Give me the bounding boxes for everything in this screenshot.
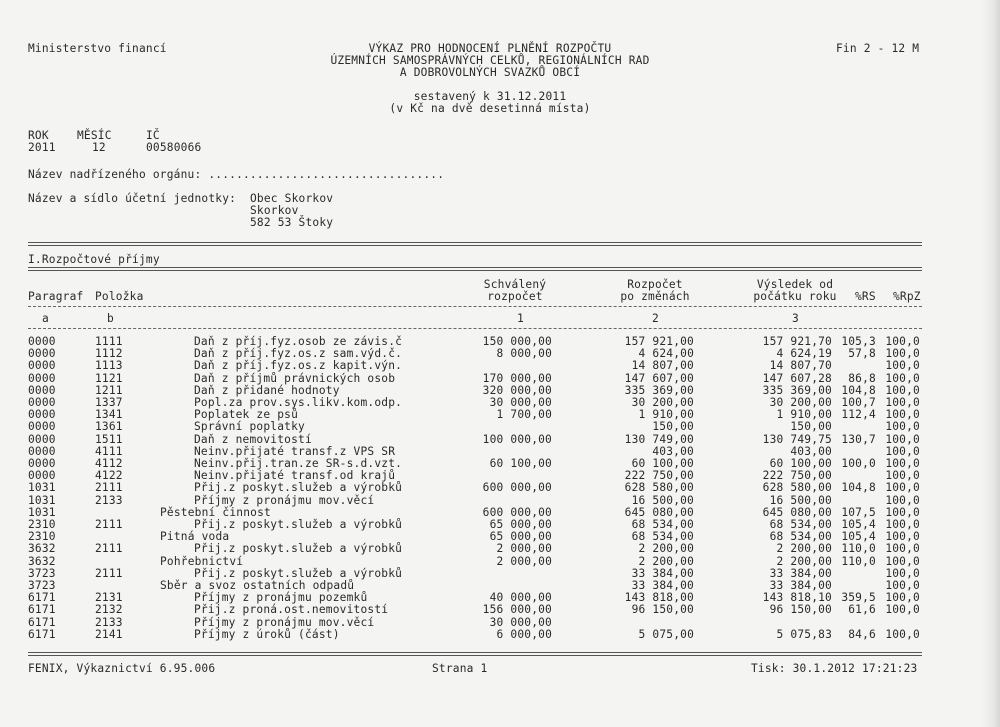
cell-schvaleny: 40 000,00 bbox=[489, 591, 552, 605]
section-title: I.Rozpočtové příjmy bbox=[28, 253, 160, 266]
cell-paragraf: 0000 bbox=[28, 347, 56, 361]
cell-po-zmenach: 14 807,00 bbox=[631, 359, 694, 373]
cell-po-zmenach: 150,00 bbox=[652, 420, 694, 434]
table-subtotal-row bbox=[0, 580, 1000, 592]
entity-name: Obec Skorkov bbox=[250, 192, 334, 205]
cell-prs: 57,8 bbox=[848, 347, 876, 361]
entity-label: Název a sídlo účetní jednotky: bbox=[28, 192, 237, 205]
cell-polozka: 1361 bbox=[95, 420, 123, 434]
cell-po-zmenach: 157 921,00 bbox=[624, 335, 694, 348]
month-label: MĚSÍC bbox=[77, 129, 112, 142]
cell-po-zmenach: 2 200,00 bbox=[638, 554, 694, 568]
cell-prpz: 100,0 bbox=[885, 603, 920, 617]
cell-paragraf: 6171 bbox=[28, 591, 56, 605]
cell-description: Daň z nemovitostí bbox=[194, 432, 312, 446]
cell-prpz: 100,0 bbox=[885, 420, 920, 434]
cell-po-zmenach: 33 384,00 bbox=[631, 579, 694, 592]
cell-po-zmenach: 1 910,00 bbox=[638, 408, 694, 422]
cell-paragraf: 0000 bbox=[28, 432, 56, 446]
table-subtotal-row bbox=[0, 556, 1000, 568]
cell-po-zmenach: 2 200,00 bbox=[638, 542, 694, 556]
cell-prs: 110,0 bbox=[841, 542, 876, 556]
report-title-line-1: VÝKAZ PRO HODNOCENÍ PLNĚNÍ ROZPOČTU bbox=[368, 42, 612, 55]
units-note: (v Kč na dvě desetinná místa) bbox=[389, 102, 591, 115]
cell-paragraf: 0000 bbox=[28, 457, 56, 470]
cell-vysledek: 130 749,75 bbox=[762, 432, 832, 446]
cell-description: Neinv.přijaté transf.od krajů bbox=[194, 469, 396, 483]
cell-vysledek: 1 910,00 bbox=[776, 408, 832, 422]
cell-prpz: 100,0 bbox=[885, 457, 920, 470]
cell-polozka: 2141 bbox=[95, 627, 123, 641]
table-row bbox=[0, 470, 1000, 482]
col-header-vysledek-1: Výsledek od bbox=[756, 278, 834, 291]
cell-description: Příjmy z úroků (část) bbox=[194, 627, 340, 641]
cell-prs: 130,7 bbox=[841, 432, 876, 446]
cell-vysledek: 147 607,28 bbox=[762, 371, 832, 385]
double-rule bbox=[28, 242, 922, 246]
cell-description: Příjmy z pronájmu pozemků bbox=[194, 591, 368, 605]
cell-prpz: 100,0 bbox=[885, 554, 920, 568]
cell-prpz: 100,0 bbox=[885, 627, 920, 641]
entity-postcode: 582 53 Štoky bbox=[250, 216, 334, 229]
cell-po-zmenach: 628 580,00 bbox=[624, 481, 694, 495]
col-index-b: b bbox=[107, 312, 114, 325]
cell-polozka: 1211 bbox=[95, 383, 123, 397]
cell-schvaleny: 100 000,00 bbox=[482, 432, 552, 446]
cell-vysledek: 33 384,00 bbox=[769, 579, 832, 592]
table-subtotal-row bbox=[0, 531, 1000, 543]
page-edge-shadow bbox=[982, 0, 1000, 727]
cell-prs: 84,6 bbox=[848, 627, 876, 641]
cell-vysledek: 143 818,10 bbox=[762, 591, 832, 605]
cell-vysledek: 2 200,00 bbox=[776, 542, 832, 556]
compiled-date: sestavený k 31.12.2011 bbox=[413, 90, 567, 103]
cell-prs: 100,7 bbox=[841, 396, 876, 409]
cell-vysledek: 30 200,00 bbox=[769, 396, 832, 409]
cell-description: Přij.z proná.ost.nemovitostí bbox=[194, 603, 389, 617]
cell-schvaleny: 600 000,00 bbox=[482, 505, 552, 519]
double-rule bbox=[28, 267, 922, 271]
cell-prpz: 100,0 bbox=[885, 383, 920, 397]
cell-paragraf: 1031 bbox=[28, 493, 56, 507]
cell-polozka: 1111 bbox=[95, 335, 123, 348]
table-row bbox=[0, 446, 1000, 458]
cell-schvaleny: 150 000,00 bbox=[482, 335, 552, 348]
cell-polozka: 1341 bbox=[95, 408, 123, 422]
cell-prpz: 100,0 bbox=[885, 469, 920, 483]
cell-vysledek: 33 384,00 bbox=[769, 566, 832, 580]
cell-prs: 105,4 bbox=[841, 530, 876, 544]
year-label: ROK bbox=[28, 129, 49, 142]
cell-description: Daň z příj.fyz.osob ze závis.č bbox=[194, 335, 403, 348]
cell-description: Přij.z poskyt.služeb a výrobků bbox=[194, 566, 403, 580]
table-row bbox=[0, 495, 1000, 507]
table-row bbox=[0, 373, 1000, 385]
cell-prs: 107,5 bbox=[841, 505, 876, 519]
col-header-rozpocet-1: Rozpočet bbox=[627, 278, 683, 291]
cell-polozka: 2133 bbox=[95, 615, 123, 629]
cell-prpz: 100,0 bbox=[885, 371, 920, 385]
cell-prpz: 100,0 bbox=[885, 530, 920, 544]
table-subtotal-row bbox=[0, 507, 1000, 519]
cell-po-zmenach: 143 818,00 bbox=[624, 591, 694, 605]
cell-paragraf: 0000 bbox=[28, 408, 56, 422]
cell-po-zmenach: 60 100,00 bbox=[631, 457, 694, 470]
cell-polozka: 1337 bbox=[95, 396, 123, 409]
form-code: Fin 2 - 12 M bbox=[836, 42, 920, 55]
cell-paragraf: 0000 bbox=[28, 469, 56, 483]
cell-polozka: 2111 bbox=[95, 481, 123, 495]
ministry-name: Ministerstvo financí bbox=[28, 42, 167, 55]
table-row bbox=[0, 458, 1000, 470]
cell-schvaleny: 8 000,00 bbox=[496, 347, 552, 361]
col-header-prpz: %RpZ bbox=[893, 290, 921, 303]
table-row bbox=[0, 348, 1000, 360]
cell-paragraf: 0000 bbox=[28, 371, 56, 385]
table-row bbox=[0, 543, 1000, 555]
cell-prpz: 100,0 bbox=[885, 347, 920, 361]
col-header-schvaleny-1: Schválený bbox=[483, 278, 547, 291]
cell-vysledek: 68 534,00 bbox=[769, 530, 832, 544]
cell-po-zmenach: 68 534,00 bbox=[631, 518, 694, 531]
cell-prs: 100,0 bbox=[841, 457, 876, 470]
cell-po-zmenach: 222 750,00 bbox=[624, 469, 694, 483]
cell-vysledek: 335 369,00 bbox=[762, 383, 832, 397]
ico-label: IČ bbox=[146, 129, 160, 142]
dashed-rule bbox=[28, 306, 922, 307]
cell-po-zmenach: 33 384,00 bbox=[631, 566, 694, 580]
cell-polozka: 2133 bbox=[95, 493, 123, 507]
table-row bbox=[0, 592, 1000, 604]
cell-prpz: 100,0 bbox=[885, 566, 920, 580]
col-index-1: 1 bbox=[517, 312, 524, 325]
col-header-paragraf: Paragraf bbox=[28, 290, 84, 303]
cell-paragraf: 3723 bbox=[28, 566, 56, 580]
cell-schvaleny: 600 000,00 bbox=[482, 481, 552, 495]
cell-prpz: 100,0 bbox=[885, 335, 920, 348]
cell-schvaleny: 30 000,00 bbox=[489, 615, 552, 629]
cell-po-zmenach: 130 749,00 bbox=[624, 432, 694, 446]
cell-description: Daň z příj.fyz.os.z sam.výd.č. bbox=[194, 347, 403, 361]
cell-description: Přij.z poskyt.služeb a výrobků bbox=[194, 481, 403, 495]
cell-po-zmenach: 403,00 bbox=[652, 444, 694, 458]
cell-polozka: 2111 bbox=[95, 566, 123, 580]
cell-schvaleny: 60 100,00 bbox=[489, 457, 552, 470]
cell-prs: 105,4 bbox=[841, 518, 876, 531]
page-number: Strana 1 bbox=[432, 662, 488, 675]
cell-polozka: 4122 bbox=[95, 469, 123, 483]
col-header-rozpocet-2: po změnách bbox=[620, 290, 690, 303]
table-row bbox=[0, 397, 1000, 409]
cell-prs: 104,8 bbox=[841, 481, 876, 495]
cell-vysledek: 96 150,00 bbox=[769, 603, 832, 617]
cell-vysledek: 4 624,19 bbox=[776, 347, 832, 361]
cell-prpz: 100,0 bbox=[885, 518, 920, 531]
cell-po-zmenach: 96 150,00 bbox=[631, 603, 694, 617]
cell-prs: 110,0 bbox=[841, 554, 876, 568]
cell-vysledek: 157 921,70 bbox=[762, 335, 832, 348]
cell-vysledek: 403,00 bbox=[790, 444, 832, 458]
table-row bbox=[0, 604, 1000, 616]
cell-prpz: 100,0 bbox=[885, 591, 920, 605]
cell-schvaleny: 65 000,00 bbox=[489, 530, 552, 544]
table-row bbox=[0, 519, 1000, 531]
cell-schvaleny: 1 700,00 bbox=[496, 408, 552, 422]
cell-schvaleny: 2 000,00 bbox=[496, 542, 552, 556]
cell-prs: 104,8 bbox=[841, 383, 876, 397]
report-title-line-2: ÚZEMNÍCH SAMOSPRÁVNÝCH CELKŮ, REGIONÁLNÍCH RAD bbox=[330, 54, 650, 67]
cell-paragraf: 6171 bbox=[28, 615, 56, 629]
cell-description: Daň z příj.fyz.os.z kapit.výn. bbox=[194, 359, 403, 373]
cell-schvaleny: 30 000,00 bbox=[489, 396, 552, 409]
cell-prpz: 100,0 bbox=[885, 493, 920, 507]
table-row bbox=[0, 629, 1000, 641]
cell-paragraf: 6171 bbox=[28, 603, 56, 617]
cell-prs: 86,8 bbox=[848, 371, 876, 385]
cell-description: Příjmy z pronájmu mov.věcí bbox=[194, 493, 375, 507]
software-version: FENIX, Výkaznictví 6.95.006 bbox=[28, 662, 216, 675]
dashed-rule bbox=[28, 328, 922, 329]
superior-org-label: Název nadřízeného orgánu: .................................. bbox=[28, 168, 445, 181]
double-rule bbox=[28, 652, 922, 656]
cell-prpz: 100,0 bbox=[885, 444, 920, 458]
cell-paragraf: 3723 bbox=[28, 579, 56, 592]
cell-paragraf: 3632 bbox=[28, 554, 56, 568]
month-value: 12 bbox=[92, 141, 106, 154]
cell-description: Pohřebnictví bbox=[160, 554, 244, 568]
ico-value: 00580066 bbox=[146, 141, 202, 154]
cell-po-zmenach: 5 075,00 bbox=[638, 627, 694, 641]
table-row bbox=[0, 434, 1000, 446]
cell-paragraf: 0000 bbox=[28, 420, 56, 434]
table-row bbox=[0, 360, 1000, 372]
cell-paragraf: 0000 bbox=[28, 383, 56, 397]
table-row bbox=[0, 336, 1000, 348]
cell-description: Správní poplatky bbox=[194, 420, 305, 434]
cell-vysledek: 60 100,00 bbox=[769, 457, 832, 470]
cell-vysledek: 16 500,00 bbox=[769, 493, 832, 507]
cell-schvaleny: 320 000,00 bbox=[482, 383, 552, 397]
cell-po-zmenach: 68 534,00 bbox=[631, 530, 694, 544]
cell-prpz: 100,0 bbox=[885, 359, 920, 373]
cell-polozka: 2111 bbox=[95, 542, 123, 556]
col-index-a: a bbox=[42, 312, 49, 325]
cell-paragraf: 0000 bbox=[28, 396, 56, 409]
cell-polozka: 1121 bbox=[95, 371, 123, 385]
table-row bbox=[0, 409, 1000, 421]
col-index-2: 2 bbox=[652, 312, 659, 325]
cell-po-zmenach: 30 200,00 bbox=[631, 396, 694, 409]
cell-paragraf: 2310 bbox=[28, 518, 56, 531]
cell-vysledek: 2 200,00 bbox=[776, 554, 832, 568]
cell-description: Přij.z poskyt.služeb a výrobků bbox=[194, 542, 403, 556]
cell-polozka: 1112 bbox=[95, 347, 123, 361]
cell-polozka: 4112 bbox=[95, 457, 123, 470]
cell-paragraf: 1031 bbox=[28, 505, 56, 519]
cell-vysledek: 645 080,00 bbox=[762, 505, 832, 519]
cell-paragraf: 1031 bbox=[28, 481, 56, 495]
cell-paragraf: 0000 bbox=[28, 444, 56, 458]
cell-description: Sběr a svoz ostatních odpadů bbox=[160, 579, 355, 592]
cell-description: Daň z příjmů právnických osob bbox=[194, 371, 396, 385]
cell-schvaleny: 6 000,00 bbox=[496, 627, 552, 641]
cell-description: Neinv.přij.tran.ze SR-s.d.vzt. bbox=[194, 457, 403, 470]
cell-polozka: 1511 bbox=[95, 432, 123, 446]
col-header-schvaleny-2: rozpočet bbox=[487, 290, 543, 303]
cell-schvaleny: 65 000,00 bbox=[489, 518, 552, 531]
cell-polozka: 2111 bbox=[95, 518, 123, 531]
year-value: 2011 bbox=[28, 141, 56, 154]
cell-vysledek: 150,00 bbox=[790, 420, 832, 434]
print-timestamp: Tisk: 30.1.2012 17:21:23 bbox=[751, 662, 918, 675]
col-header-vysledek-2: počátku roku bbox=[753, 290, 837, 303]
cell-schvaleny: 170 000,00 bbox=[482, 371, 552, 385]
cell-paragraf: 0000 bbox=[28, 359, 56, 373]
table-row bbox=[0, 482, 1000, 494]
cell-paragraf: 3632 bbox=[28, 542, 56, 556]
cell-description: Pěstební činnost bbox=[160, 505, 271, 519]
cell-vysledek: 68 534,00 bbox=[769, 518, 832, 531]
cell-description: Daň z přidané hodnoty bbox=[194, 383, 340, 397]
cell-vysledek: 14 807,70 bbox=[769, 359, 832, 373]
cell-polozka: 1113 bbox=[95, 359, 123, 373]
entity-place: Skorkov bbox=[250, 204, 299, 217]
cell-prs: 105,3 bbox=[841, 335, 876, 348]
cell-polozka: 2131 bbox=[95, 591, 123, 605]
cell-prs: 61,6 bbox=[848, 603, 876, 617]
cell-po-zmenach: 645 080,00 bbox=[624, 505, 694, 519]
cell-prs: 112,4 bbox=[841, 408, 876, 422]
table-row bbox=[0, 421, 1000, 433]
cell-description: Příjmy z pronájmu mov.věcí bbox=[194, 615, 375, 629]
cell-po-zmenach: 16 500,00 bbox=[631, 493, 694, 507]
cell-paragraf: 0000 bbox=[28, 335, 56, 348]
cell-polozka: 4111 bbox=[95, 444, 123, 458]
cell-prpz: 100,0 bbox=[885, 505, 920, 519]
table-row bbox=[0, 617, 1000, 629]
cell-vysledek: 628 580,00 bbox=[762, 481, 832, 495]
cell-description: Popl.za prov.sys.likv.kom.odp. bbox=[194, 396, 403, 409]
cell-prpz: 100,0 bbox=[885, 432, 920, 446]
col-header-polozka: Položka bbox=[95, 290, 144, 303]
cell-po-zmenach: 4 624,00 bbox=[638, 347, 694, 361]
cell-prpz: 100,0 bbox=[885, 396, 920, 409]
cell-description: Přij.z poskyt.služeb a výrobků bbox=[194, 518, 403, 531]
cell-schvaleny: 2 000,00 bbox=[496, 554, 552, 568]
cell-description: Neinv.přijaté transf.z VPS SR bbox=[194, 444, 396, 458]
cell-prs: 359,5 bbox=[841, 591, 876, 605]
report-title-line-3: A DOBROVOLNÝCH SVAZKŮ OBCÍ bbox=[399, 66, 581, 79]
cell-prpz: 100,0 bbox=[885, 542, 920, 556]
cell-po-zmenach: 147 607,00 bbox=[624, 371, 694, 385]
cell-prpz: 100,0 bbox=[885, 481, 920, 495]
cell-paragraf: 2310 bbox=[28, 530, 56, 544]
cell-vysledek: 5 075,83 bbox=[776, 627, 832, 641]
col-header-prs: %RS bbox=[855, 290, 876, 303]
table-row bbox=[0, 568, 1000, 580]
table-row bbox=[0, 385, 1000, 397]
cell-description: Pitná voda bbox=[160, 530, 230, 544]
cell-schvaleny: 156 000,00 bbox=[482, 603, 552, 617]
col-index-3: 3 bbox=[792, 312, 799, 325]
cell-paragraf: 6171 bbox=[28, 627, 56, 641]
cell-prpz: 100,0 bbox=[885, 408, 920, 422]
cell-po-zmenach: 335 369,00 bbox=[624, 383, 694, 397]
cell-prpz: 100,0 bbox=[885, 579, 920, 592]
cell-description: Poplatek ze psů bbox=[194, 408, 299, 422]
cell-vysledek: 222 750,00 bbox=[762, 469, 832, 483]
cell-polozka: 2132 bbox=[95, 603, 123, 617]
